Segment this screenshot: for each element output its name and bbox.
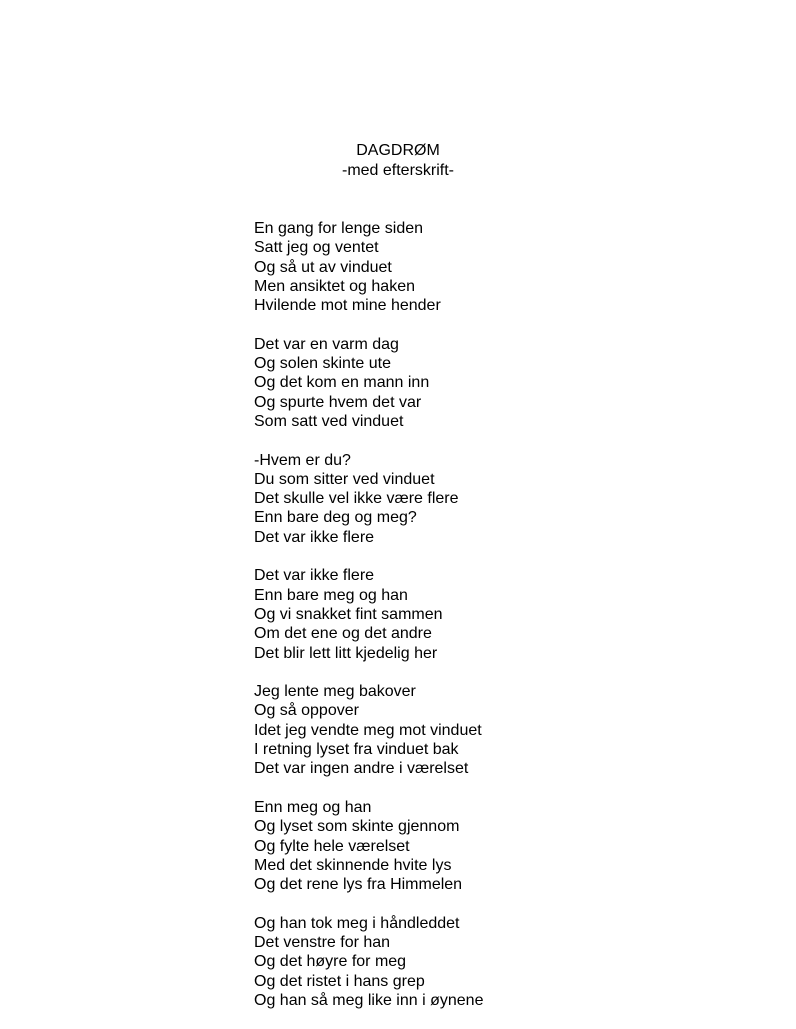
poem-line: Som satt ved vinduet [254, 412, 404, 430]
poem-line: Og solen skinte ute [254, 355, 391, 373]
poem-line: Enn bare deg og meg? [254, 509, 417, 527]
poem-body [254, 219, 483, 1029]
title-block [0, 141, 796, 181]
poem-line: Og han så meg like inn i øynene [254, 991, 484, 1009]
poem-line: Enn bare meg og han [254, 586, 408, 604]
poem-line: Om det ene og det andre [254, 625, 432, 643]
poem-line: Og vi snakket fint sammen [254, 605, 443, 623]
poem-line: Men ansiktet og haken [254, 277, 415, 295]
poem-line: Med det skinnende hvite lys [254, 856, 452, 874]
poem-line: I retning lyset fra vinduet bak [254, 741, 459, 759]
poem-line: Jeg lente meg bakover [254, 683, 416, 701]
stanza-3 [254, 451, 483, 547]
poem-line: Og det rene lys fra Himmelen [254, 876, 463, 894]
poem-line: Det blir lett litt kjedelig her [254, 644, 438, 662]
poem-line: Det var ikke flere [254, 567, 375, 585]
poem-line: -Hvem er du? [254, 451, 351, 469]
stanza-7 [254, 914, 483, 1010]
poem-line: Og så oppover [254, 702, 359, 720]
poem-line: Og fylte hele værelset [254, 837, 410, 855]
poem-line: Satt jeg og ventet [254, 239, 379, 257]
poem-line: Og han tok meg i håndleddet [254, 914, 460, 932]
stanza-5 [254, 682, 483, 778]
poem-line: Det var ingen andre i værelset [254, 760, 469, 778]
poem-line: Og lyset som skinte gjennom [254, 818, 460, 836]
poem-line: Og det kom en mann inn [254, 374, 430, 392]
stanza-4 [254, 566, 483, 662]
poem-line: Enn meg og han [254, 798, 372, 816]
poem-line: Og det høyre for meg [254, 953, 407, 971]
poem-line: Og så ut av vinduet [254, 258, 392, 276]
poem-title: DAGDRØM [356, 142, 440, 159]
poem-line: Og spurte hvem det var [254, 393, 422, 411]
poem-line: Hvilende mot mine hender [254, 297, 441, 315]
poem-line: Og det ristet i hans grep [254, 972, 425, 990]
stanza-6 [254, 798, 483, 894]
poem-line: Du som sitter ved vinduet [254, 470, 435, 488]
poem-line: En gang for lenge siden [254, 220, 424, 237]
poem-line: Det var ikke flere [254, 528, 375, 546]
stanza-1 [254, 219, 483, 315]
poem-line: Det skulle vel ikke være flere [254, 490, 459, 508]
poem-line: Det venstre for han [254, 933, 391, 951]
poem-line: Det var en varm dag [254, 335, 399, 353]
poem-line: Idet jeg vendte meg mot vinduet [254, 721, 482, 739]
poem-subtitle: -med efterskrift- [341, 162, 454, 179]
stanza-2 [254, 335, 483, 431]
